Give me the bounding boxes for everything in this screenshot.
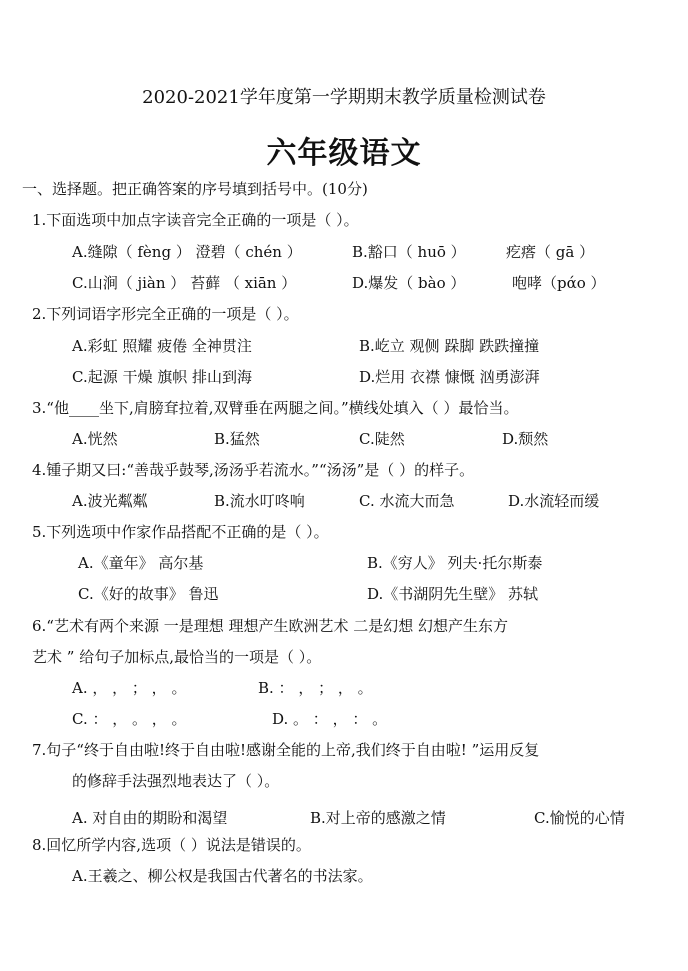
question-5-stem: 5.下列选项中作家作品搭配不正确的是（ ）。 [32, 523, 329, 541]
q4-option-c: C. 水流大而急 [359, 492, 455, 510]
q3-option-b: B.猛然 [214, 430, 260, 448]
question-6-stem: 6.“艺术有两个来源 一是理想 理想产生欧洲艺术 二是幻想 幻想产生东方 [32, 617, 509, 635]
q7-option-b: B.对上帝的感激之情 [310, 809, 446, 827]
q3-option-a: A.恍然 [72, 430, 118, 448]
question-8-stem: 8.回忆所学内容,选项（ ）说法是错误的。 [32, 836, 311, 854]
q2-option-b: B.屹立 观侧 跺脚 跌跌撞撞 [359, 337, 540, 355]
q5-option-d: D.《书湖阴先生壁》 苏轼 [367, 585, 539, 603]
q6-option-d: D. 。 ： ， ： 。 [272, 710, 388, 728]
q6-option-b: B. ： ， ； ， 。 [258, 679, 373, 697]
q3-option-d: D.颓然 [502, 430, 549, 448]
q1-option-b-2: 疙瘩（ gā ） [506, 243, 595, 261]
q1-option-a: A.缝隙（ fèng ） 澄碧（ chén ） [72, 243, 302, 261]
question-7-stem: 7.句子“终于自由啦!终于自由啦!感谢全能的上帝,我们终于自由啦! ”运用反复 [32, 741, 540, 759]
q2-option-c: C.起源 干燥 旗帜 排山到海 [72, 368, 253, 386]
question-2-stem: 2.下列词语字形完全正确的一项是（ ）。 [32, 305, 299, 323]
q4-option-a: A.波光粼粼 [72, 492, 148, 510]
question-6-stem-2: 艺术 ” 给句子加标点,最恰当的一项是（ ）。 [32, 648, 322, 666]
q1-option-b: B.豁口（ huō ） [352, 243, 466, 261]
question-1-stem: 1.下面选项中加点字读音完全正确的一项是（ ）。 [32, 211, 359, 229]
q3-option-c: C.陡然 [359, 430, 405, 448]
exam-subtitle: 六年级语文 [266, 136, 422, 171]
q5-option-b: B.《穷人》 列夫·托尔斯泰 [367, 554, 543, 572]
q1-option-d: D.爆发（ bào ） [352, 274, 466, 292]
section-heading: 一、选择题。把正确答案的序号填到括号中。(10分) [22, 180, 368, 198]
q7-option-a: A. 对自由的期盼和渴望 [72, 809, 228, 827]
question-4-stem: 4.锺子期又曰:“善哉乎鼓琴,汤汤乎若流水。”“汤汤”是（ ）的样子。 [32, 461, 475, 479]
q5-option-a: A.《童年》 高尔基 [78, 554, 204, 572]
question-3-stem: 3.“他____坐下,肩膀耷拉着,双臂垂在两腿之间。”横线处填入（ ）最恰当。 [32, 399, 519, 417]
q7-option-c: C.愉悦的心情 [534, 809, 625, 827]
question-7-stem-2: 的修辞手法强烈地表达了（ ）。 [72, 772, 280, 790]
q5-option-c: C.《好的故事》 鲁迅 [78, 585, 219, 603]
q6-option-a: A. ， ， ； ， 。 [72, 679, 187, 697]
q4-option-d: D.水流轻而缓 [508, 492, 600, 510]
q1-option-c: C.山涧（ jiàn ） 苔藓 （ xiān ） [72, 274, 297, 292]
q1-option-d-2: 咆哮（pάo ） [512, 274, 606, 292]
q4-option-b: B.流水叮咚响 [214, 492, 305, 510]
exam-title: 2020-2021学年度第一学期期末教学质量检测试卷 [142, 87, 546, 108]
q2-option-a: A.彩虹 照耀 疲倦 全神贯注 [72, 337, 252, 355]
q2-option-d: D.烂用 衣襟 慷慨 汹勇澎湃 [359, 368, 540, 386]
q6-option-c: C. ： ， 。 ， 。 [72, 710, 187, 728]
q8-option-a: A.王羲之、柳公权是我国古代著名的书法家。 [72, 867, 373, 885]
